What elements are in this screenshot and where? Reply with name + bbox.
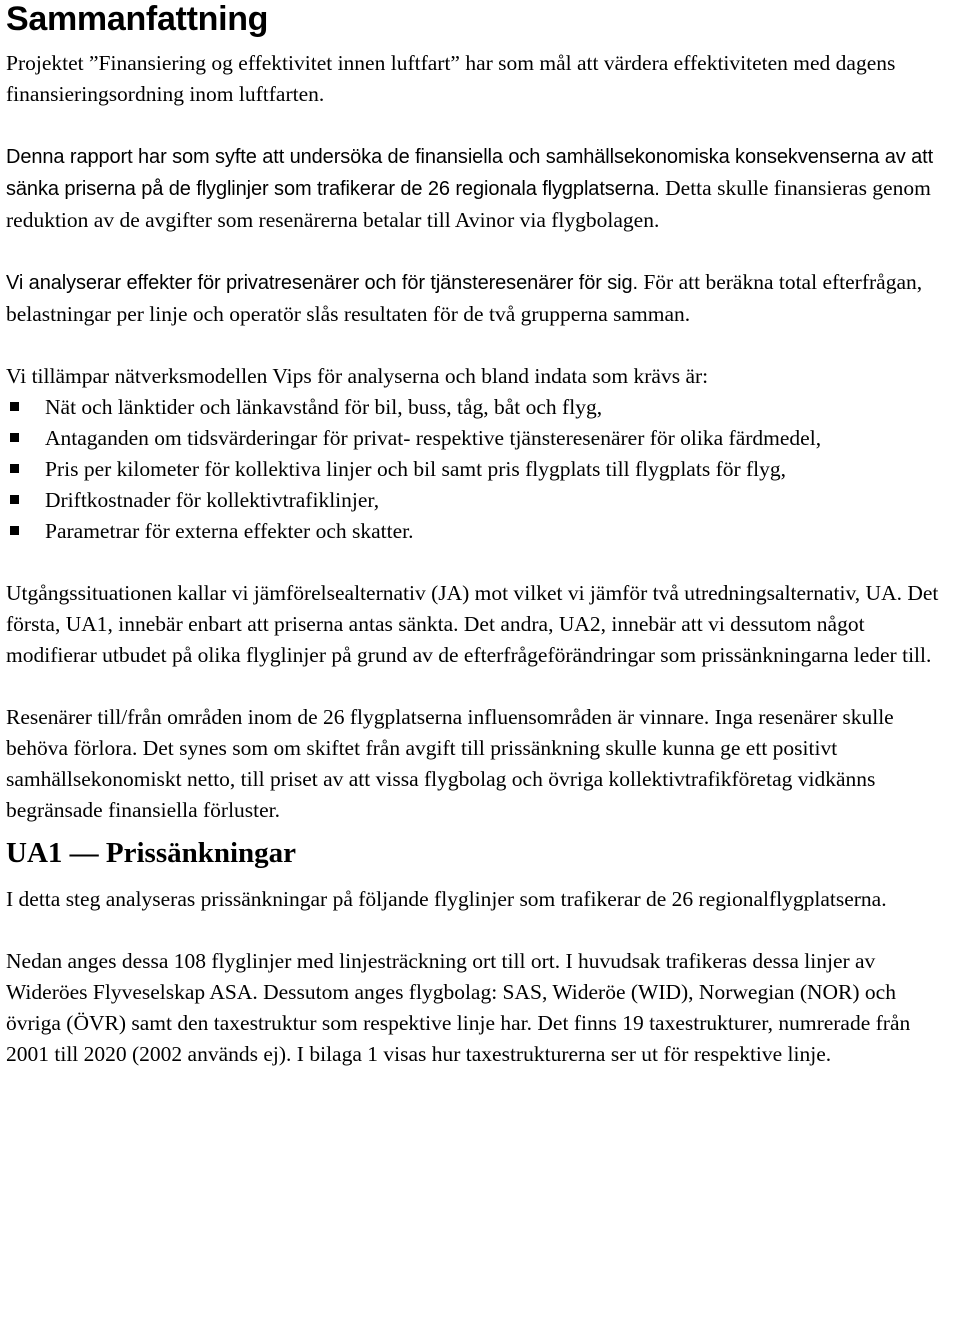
paragraph-winners: Resenärer till/från områden inom de 26 flygplatserna influensområden är vinnare. Inga resenärer skulle behöva förlora. Det synes som om skiftet från avgift till prissänkning skulle kunna ge ett positivt samhällsekonomiskt netto, till priset av att vissa flygbolag och övriga kollektivtrafikföretag vidkänns begränsade finansiella förluster. (6, 705, 894, 822)
paragraph-gap (6, 330, 954, 361)
square-bullet-icon (10, 495, 19, 504)
paragraph-model-inputs: Vi tillämpar nätverksmodellen Vips för analyserna och bland indata som krävs är: (6, 364, 709, 388)
paragraph-gap (6, 671, 954, 702)
list-item-text: Nät och länktider och länkavstånd för bil, buss, tåg, båt och flyg, (45, 395, 603, 419)
section-heading-ua1: UA1 — Prissänkningar (6, 837, 297, 869)
square-bullet-icon (10, 433, 19, 442)
list-item-text: Pris per kilometer för kollektiva linjer och bil samt pris flygplats till flygplats för flyg, (45, 457, 787, 481)
paragraph-report-purpose (6, 141, 954, 236)
paragraph-gap (6, 915, 954, 946)
input-data-list (6, 392, 954, 547)
paragraph-analysis-groups-serif: För att beräkna total efterfrågan, belastningar per linje och operatör slås resultaten för de två grupperna samman. (6, 270, 923, 326)
list-item-text: Driftkostnader för kollektivtrafiklinjer, (45, 488, 380, 512)
paragraph-report-purpose-serif: Detta skulle finansieras genom reduktion av de avgifter som resenärerna betalar till Avinor via flygbolagen. (6, 176, 931, 232)
list-item-text: Parametrar för externa effekter och skatter. (45, 519, 414, 543)
paragraph-flight-routes: Nedan anges dessa 108 flyglinjer med linjesträckning ort till ort. I huvudsak trafikeras dessa linjer av Wideröes Flyveselskap ASA. Dessutom anges flygbolag: SAS, Wideröe (WID), Norwegian (NOR) och övriga (ÖVR) samt den taxestruktur som respektive linje har. Det finns 19 taxestrukturer, numrerade från 2001 till 2020 (2002 används ej). I bilaga 1 visas hur taxestrukturerna ser ut för respektive linje. (6, 949, 911, 1066)
paragraph-analysis-groups-sans: Vi analyserar effekter för privatresenärer och för tjänsteresenärer för sig. (6, 272, 638, 294)
square-bullet-icon (10, 526, 19, 535)
square-bullet-icon (10, 402, 19, 411)
square-bullet-icon (10, 464, 19, 473)
paragraph-alternatives: Utgångssituationen kallar vi jämförelsealternativ (JA) mot vilket vi jämför två utredningsalternativ, UA. Det första, UA1, innebär enbart att priserna antas sänkta. Det andra, UA2, innebär att vi dessutom något modifierar utbudet på olika flyglinjer på grund av de efterfrågeförändringar som prissänkningarna leder till. (6, 581, 939, 667)
list-item (6, 516, 954, 547)
list-item (6, 392, 954, 423)
paragraph-report-purpose-sans: Denna rapport har som syfte att undersöka de finansiella och samhällsekonomiska konsekvenserna av att sänka priserna på de flyglinjer som trafikerar de 26 regionala flygplatserna. (6, 146, 934, 200)
paragraph-gap (6, 547, 954, 578)
paragraph-analysis-groups (6, 267, 954, 330)
paragraph-gap (6, 110, 954, 141)
list-item (6, 485, 954, 516)
page-title: Sammanfattning (6, 0, 269, 38)
list-item-text: Antaganden om tidsvärderingar för privat- respektive tjänsteresenärer för olika färdmedel, (45, 426, 822, 450)
paragraph-project-intro: Projektet ”Finansiering og effektivitet innen luftfart” har som mål att värdera effektiviteten med dagens finansieringsordning inom luftfarten. (6, 51, 896, 106)
paragraph-gap (6, 236, 954, 267)
list-item (6, 423, 954, 454)
paragraph-price-reductions: I detta steg analyseras prissänkningar på följande flyglinjer som trafikerar de 26 regionalflygplatserna. (6, 887, 887, 911)
list-item (6, 454, 954, 485)
